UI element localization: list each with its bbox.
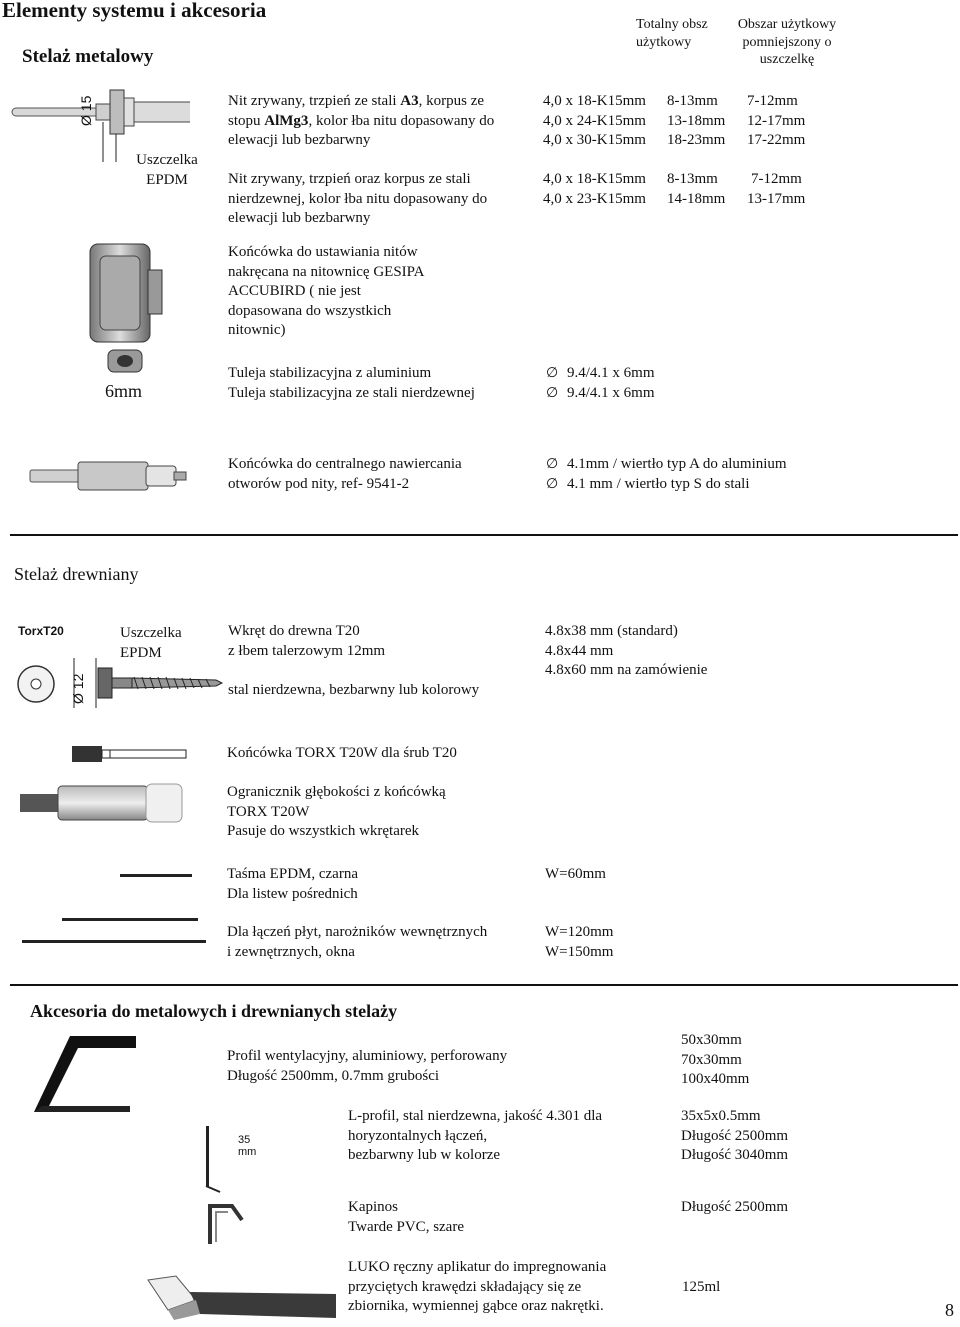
luko-values: 125ml [682, 1279, 721, 1295]
rivet-dimension-label: Ø 15 [78, 95, 94, 126]
section-divider [10, 534, 958, 536]
sleeve-size-label: 6mm [105, 381, 143, 401]
section-heading-metal: Stelaż metalowy [22, 46, 154, 67]
vent-profile-image [30, 1030, 140, 1116]
page-title: Elementy systemu i akcesoria [2, 0, 267, 22]
rivet1-description: Nit zrywany, trzpień ze stali A3, korpus ze stopu AlMg3, kolor łba nitu dopasowany do elewacji lub bezbarwny [228, 93, 495, 148]
sleeve-values: ∅ 9.4/4.1 x 6mm ∅ 9.4/4.1 x 6mm [546, 364, 655, 403]
screw-description: Wkręt do drewna T20 z łbem talerzowym 12mm stal nierdzewna, bezbarwny lub kolorowy [228, 623, 480, 698]
drill-values: ∅ 4.1mm / wiertło typ A do aluminium ∅ 4.1 mm / wiertło typ S do stali [546, 455, 787, 494]
screw-values: 4.8x38 mm (standard) 4.8x44 mm 4.8x60 mm na zamówienie [545, 623, 708, 678]
luko-description: LUKO ręczny aplikatur do impregnowania przyciętych krawędzi składający się ze zbiornika, wymiennej gąbce oraz nakrętki. [348, 1259, 607, 1314]
rivet-image [10, 82, 190, 162]
kapinos-description: Kapinos Twarde PVC, szare [348, 1199, 464, 1235]
drill-bit-image [28, 456, 188, 496]
epdm-tape-image [18, 864, 208, 948]
sleeve-description: Tuleja stabilizacyjna z aluminium Tuleja stabilizacyjna ze stali nierdzewnej [228, 365, 475, 401]
depth-limiter-image [18, 778, 184, 828]
tape2-description: Dla łączeń płyt, narożników wewnętrznych i zewnętrznych, okna [227, 924, 488, 960]
luko-applicator-image [140, 1270, 340, 1325]
screw-dimension-label: Ø 12 [70, 673, 86, 704]
torx-label: TorxT20 [18, 624, 64, 638]
rivet-tip-image [88, 240, 168, 345]
column-header-reduced: Obszar użytkowy pomniejszony o uszczelkę [737, 17, 837, 67]
tape2-values: W=120mm W=150mm [545, 924, 614, 960]
depth-limiter-description: Ogranicznik głębokości z końcówką TORX T20W Pasuje do wszystkich wkrętarek [227, 784, 446, 839]
diameter-icon: ∅ [546, 476, 559, 492]
tape1-values: W=60mm [545, 866, 606, 882]
l-profile-image [200, 1122, 270, 1194]
rivet1-sizes: 4,0 x 18-K15mm 8-13mm 7-12mm 4,0 x 24-K15mm 13-18mm 12-17mm 4,0 x 30-K15mm 18-23mm 17-22mm [543, 93, 806, 148]
drill-description: Końcówka do centralnego nawiercania otworów pod nity, ref- 9541-2 [228, 456, 462, 492]
l-profile-values: 35x5x0.5mm Długość 2500mm Długość 3040mm [681, 1108, 789, 1163]
kapinos-values: Długość 2500mm [681, 1199, 789, 1215]
seal-label-wood: Uszczelka EPDM [120, 625, 182, 661]
seal-label-metal: Uszczelka EPDM [136, 152, 198, 188]
section-heading-wood: Stelaż drewniany [14, 564, 139, 584]
column-header-total: Totalny obsz użytkowy [636, 17, 708, 50]
page-number: 8 [945, 1300, 954, 1320]
l-profile-description: L-profil, stal nierdzewna, jakość 4.301 dla horyzontalnych łączeń, bezbarwny lub w kolorze [348, 1108, 603, 1163]
diameter-icon: ∅ [546, 385, 559, 401]
l-profile-dimension-label: 35 mm [238, 1134, 257, 1158]
vent-profile-values: 50x30mm 70x30mm 100x40mm [681, 1032, 750, 1087]
section-divider [10, 984, 958, 986]
screw-image [14, 622, 224, 712]
diameter-icon: ∅ [546, 366, 559, 381]
tip-description: Końcówka do ustawiania nitów nakręcana na nitownicę GESIPA ACCUBIRD ( nie jest dopasowana do wszystkich nitownic) [228, 244, 425, 338]
rivet2-description: Nit zrywany, trzpień oraz korpus ze stali nierdzewnej, kolor łba nitu dopasowany do elewacji lub bezbarwny [228, 171, 488, 226]
sleeve-image [107, 348, 143, 374]
diameter-icon: ∅ [546, 457, 559, 472]
tape1-description: Taśma EPDM, czarna Dla listew pośrednich [227, 866, 358, 902]
rivet2-sizes: 4,0 x 18-K15mm 8-13mm 7-12mm 4,0 x 23-K15mm 14-18mm 13-17mm [543, 171, 806, 207]
torx-bit-description: Końcówka TORX T20W dla śrub T20 [227, 745, 457, 761]
kapinos-image [206, 1202, 246, 1246]
section-heading-accessories: Akcesoria do metalowych i drewnianych stelaży [30, 1001, 398, 1021]
torx-bit-image [70, 744, 190, 764]
vent-profile-description: Profil wentylacyjny, aluminiowy, perforowany Długość 2500mm, 0.7mm grubości [227, 1048, 508, 1084]
